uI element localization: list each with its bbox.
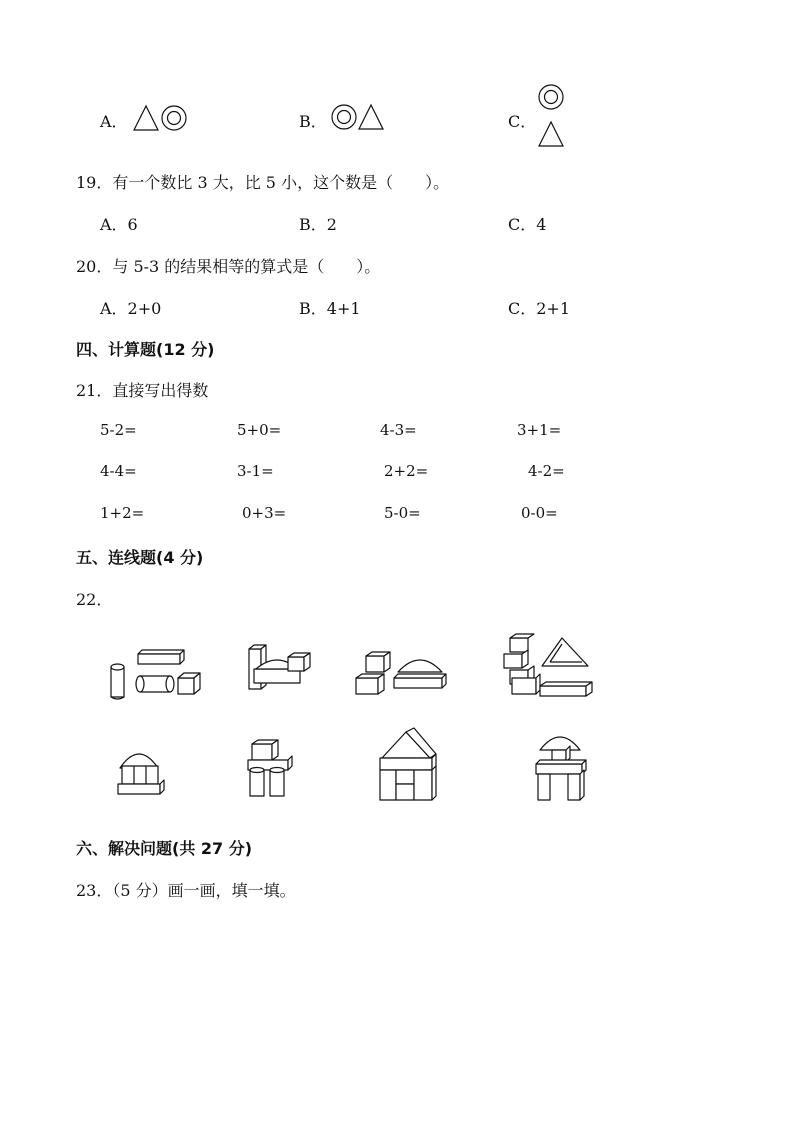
q18-option-a-shapes xyxy=(132,102,192,132)
equation: 0+3= xyxy=(242,504,287,522)
question-19: 19．有一个数比 3 大，比 5 小，这个数是（ ）。 xyxy=(76,173,450,192)
block-build-4-icon xyxy=(532,728,592,804)
equation: 5+0= xyxy=(237,421,282,439)
equation: 2+2= xyxy=(384,462,429,480)
equation: 5-0= xyxy=(384,504,421,522)
q20-option-c: C．2+1 xyxy=(508,299,571,318)
q19-option-b: B．2 xyxy=(299,215,337,234)
block-set-1-icon xyxy=(108,648,208,700)
equation: 5-2= xyxy=(100,421,137,439)
section-5-title: 五、连线题(4 分) xyxy=(76,548,204,567)
q20-option-b: B．4+1 xyxy=(299,299,361,318)
double-circle-icon xyxy=(332,105,356,129)
equation: 4-3= xyxy=(380,421,417,439)
q18-option-c-label: C． xyxy=(508,112,537,131)
triangle-icon xyxy=(539,122,563,146)
block-set-2-icon xyxy=(246,641,316,697)
q18-option-b-shapes xyxy=(331,102,391,132)
question-21: 21．直接写出得数 xyxy=(76,381,209,400)
equation: 3+1= xyxy=(517,421,562,439)
equation: 3-1= xyxy=(237,462,274,480)
double-circle-icon xyxy=(162,106,186,130)
block-build-3-icon xyxy=(376,728,440,802)
block-build-1-icon xyxy=(114,738,166,800)
equation: 0-0= xyxy=(521,504,558,522)
question-23: 23．（5 分）画一画，填一填。 xyxy=(76,881,296,900)
block-set-3-icon xyxy=(352,650,452,698)
triangle-icon xyxy=(359,105,383,129)
equation: 4-2= xyxy=(528,462,565,480)
equation: 1+2= xyxy=(100,504,145,522)
q18-option-a-label: A． xyxy=(100,112,128,131)
q19-option-c: C．4 xyxy=(508,215,547,234)
q19-option-a: A．6 xyxy=(100,215,138,234)
q20-option-a: A．2+0 xyxy=(100,299,162,318)
block-set-4-icon xyxy=(500,632,596,700)
q18-option-b-label: B． xyxy=(299,112,327,131)
section-4-title: 四、计算题(12 分) xyxy=(76,340,215,359)
q18-option-c-shapes xyxy=(536,84,566,148)
equation: 4-4= xyxy=(100,462,137,480)
block-build-2-icon xyxy=(246,738,296,800)
triangle-icon xyxy=(134,106,158,130)
question-20: 20．与 5-3 的结果相等的算式是（ ）。 xyxy=(76,257,381,276)
double-circle-icon xyxy=(539,85,563,109)
section-6-title: 六、解决问题(共 27 分) xyxy=(76,839,253,858)
question-22: 22． xyxy=(76,590,113,609)
